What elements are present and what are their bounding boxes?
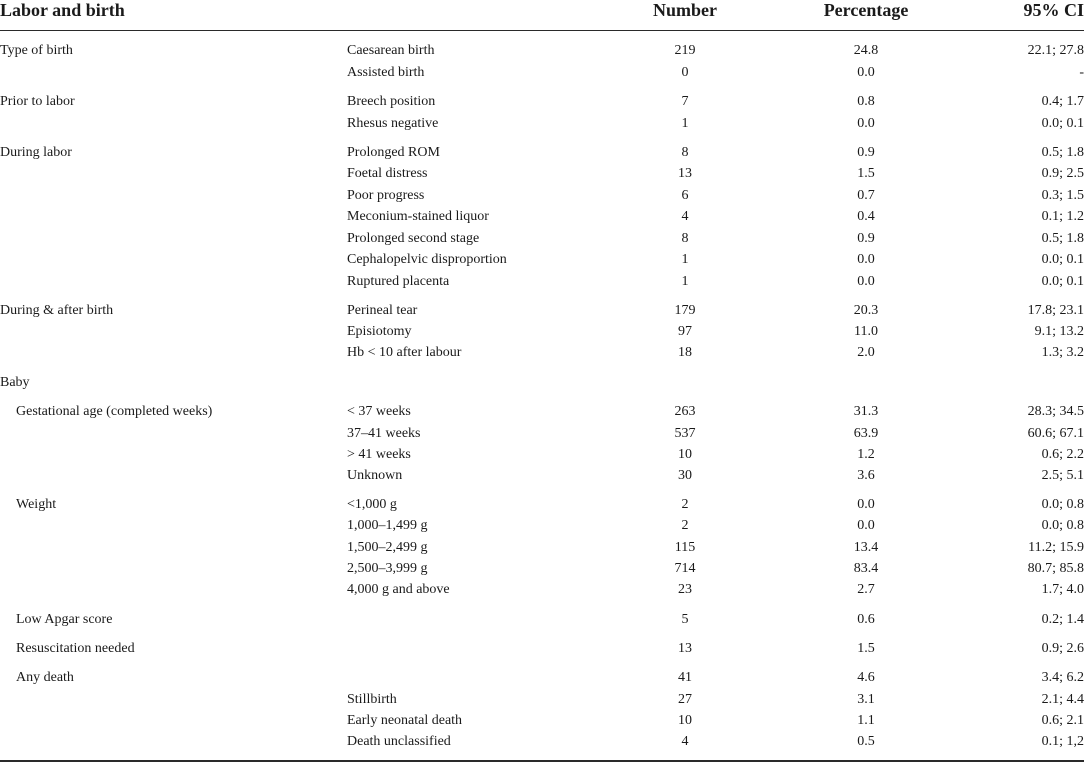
row-subcategory: Prolonged ROM — [347, 145, 440, 160]
table-row — [0, 732, 1084, 752]
bottom-rule — [0, 760, 1084, 762]
row-ci: 0.9; 2.6 — [1041, 641, 1084, 656]
row-percentage: 0.0 — [857, 274, 875, 289]
row-ci: 22.1; 27.8 — [1027, 43, 1084, 58]
row-category: During & after birth — [0, 303, 114, 318]
row-subcategory: Ruptured placenta — [347, 274, 450, 289]
header-percentage: Percentage — [823, 0, 909, 20]
table-row — [0, 466, 1084, 486]
table-row — [0, 559, 1084, 579]
row-subcategory: <1,000 g — [347, 497, 397, 512]
row-percentage: 0.0 — [857, 116, 875, 131]
row-ci: 0.5; 1.8 — [1041, 145, 1084, 160]
table-row — [0, 92, 1084, 112]
row-ci: 0.0; 0.1 — [1041, 274, 1084, 289]
row-number: 8 — [681, 145, 689, 160]
row-subcategory: Rhesus negative — [347, 116, 439, 131]
row-percentage: 0.0 — [857, 65, 875, 80]
row-percentage: 83.4 — [853, 561, 879, 576]
row-ci: 2.5; 5.1 — [1041, 468, 1084, 483]
row-ci: 0.0; 0.1 — [1041, 116, 1084, 131]
row-subcategory: 2,500–3,999 g — [347, 561, 428, 576]
row-ci: 2.1; 4.4 — [1041, 692, 1084, 707]
table-row — [0, 424, 1084, 444]
table-row — [0, 495, 1084, 515]
row-ci: 80.7; 85.8 — [1027, 561, 1084, 576]
row-ci: 60.6; 67.1 — [1027, 426, 1084, 441]
row-ci: 0.0; 0.8 — [1041, 497, 1084, 512]
row-subcategory: Foetal distress — [347, 166, 428, 181]
row-subcategory: Cephalopelvic disproportion — [347, 252, 507, 267]
row-category: Gestational age (completed weeks) — [16, 404, 213, 419]
row-percentage: 1.5 — [857, 166, 875, 181]
row-number: 263 — [674, 404, 696, 419]
row-ci: 0.2; 1.4 — [1041, 612, 1084, 627]
row-number: 6 — [681, 188, 689, 203]
table-row — [0, 114, 1084, 134]
row-number: 41 — [678, 670, 692, 685]
table-row — [0, 250, 1084, 270]
row-ci: 0.0; 0.1 — [1041, 252, 1084, 267]
row-ci: 0.1; 1,2 — [1041, 734, 1084, 749]
row-percentage: 1.5 — [857, 641, 875, 656]
row-subcategory: Meconium-stained liquor — [347, 209, 489, 224]
row-number: 537 — [674, 426, 696, 441]
table-row — [0, 343, 1084, 363]
row-ci: 11.2; 15.9 — [1028, 540, 1084, 555]
row-number: 10 — [678, 447, 692, 462]
row-number: 219 — [674, 43, 696, 58]
row-percentage: 0.0 — [857, 252, 875, 267]
row-number: 179 — [674, 303, 696, 318]
row-number: 2 — [681, 518, 689, 533]
table-row — [0, 639, 1084, 659]
row-ci: 28.3; 34.5 — [1027, 404, 1084, 419]
row-ci: 3.4; 6.2 — [1041, 670, 1084, 685]
row-number: 0 — [681, 65, 689, 80]
row-ci: 0.1; 1.2 — [1041, 209, 1084, 224]
row-category: Resuscitation needed — [16, 641, 135, 656]
row-ci: 0.6; 2.2 — [1041, 447, 1084, 462]
row-percentage: 0.8 — [857, 94, 875, 109]
row-number: 5 — [681, 612, 689, 627]
row-ci: - — [1079, 65, 1084, 80]
table-row — [0, 516, 1084, 536]
row-subcategory: 1,500–2,499 g — [347, 540, 428, 555]
row-percentage: 2.0 — [857, 345, 875, 360]
row-ci: 1.3; 3.2 — [1041, 345, 1084, 360]
row-subcategory: 1,000–1,499 g — [347, 518, 428, 533]
header-label: Labor and birth — [0, 0, 125, 20]
row-subcategory: Breech position — [347, 94, 436, 109]
row-category: Any death — [16, 670, 74, 685]
row-percentage: 0.4 — [857, 209, 875, 224]
row-subcategory: 4,000 g and above — [347, 582, 450, 597]
table-row — [0, 186, 1084, 206]
row-category: Low Apgar score — [16, 612, 113, 627]
row-subcategory: Hb < 10 after labour — [347, 345, 462, 360]
row-ci: 0.5; 1.8 — [1041, 231, 1084, 246]
row-subcategory: 37–41 weeks — [347, 426, 421, 441]
row-ci: 17.8; 23.1 — [1027, 303, 1084, 318]
row-percentage: 0.0 — [857, 518, 875, 533]
row-number: 23 — [678, 582, 692, 597]
row-category: During labor — [0, 145, 72, 160]
table-row — [0, 580, 1084, 600]
row-ci: 0.3; 1.5 — [1041, 188, 1084, 203]
row-number: 18 — [678, 345, 692, 360]
table-row — [0, 610, 1084, 630]
table-row — [0, 41, 1084, 61]
row-number: 4 — [681, 209, 689, 224]
row-number: 27 — [678, 692, 692, 707]
row-number: 1 — [681, 252, 689, 267]
table-row — [0, 322, 1084, 342]
row-subcategory: Poor progress — [347, 188, 425, 203]
row-percentage: 4.6 — [857, 670, 875, 685]
row-subcategory: Prolonged second stage — [347, 231, 480, 246]
row-ci: 0.0; 0.8 — [1041, 518, 1084, 533]
row-ci: 9.1; 13.2 — [1034, 324, 1084, 339]
row-category: Weight — [16, 497, 57, 512]
row-category: Baby — [0, 375, 30, 390]
row-subcategory: < 37 weeks — [347, 404, 411, 419]
row-number: 1 — [681, 274, 689, 289]
table-row — [0, 690, 1084, 710]
table-row — [0, 538, 1084, 558]
table-row — [0, 207, 1084, 227]
row-ci: 0.6; 2.1 — [1041, 713, 1084, 728]
row-subcategory: Stillbirth — [347, 692, 397, 707]
row-number: 30 — [678, 468, 692, 483]
row-percentage: 2.7 — [857, 582, 875, 597]
row-percentage: 13.4 — [853, 540, 879, 555]
table-row — [0, 711, 1084, 731]
header-ci: 95% CI — [1023, 0, 1084, 20]
row-percentage: 63.9 — [853, 426, 879, 441]
row-number: 13 — [678, 166, 692, 181]
row-subcategory: Death unclassified — [347, 734, 451, 749]
row-number: 97 — [678, 324, 692, 339]
row-percentage: 0.9 — [857, 231, 875, 246]
row-percentage: 20.3 — [853, 303, 879, 318]
row-percentage: 11.0 — [854, 324, 878, 339]
table-row — [0, 143, 1084, 163]
table-row — [0, 301, 1084, 321]
row-subcategory: Assisted birth — [347, 65, 425, 80]
row-percentage: 1.2 — [857, 447, 875, 462]
row-percentage: 0.6 — [857, 612, 875, 627]
row-number: 115 — [674, 540, 696, 555]
row-subcategory: Early neonatal death — [347, 713, 463, 728]
table-row — [0, 402, 1084, 422]
row-percentage: 0.5 — [857, 734, 875, 749]
table-row — [0, 668, 1084, 688]
table-row — [0, 445, 1084, 465]
row-subcategory: Perineal tear — [347, 303, 418, 318]
row-number: 8 — [681, 231, 689, 246]
row-subcategory: Caesarean birth — [347, 43, 435, 58]
row-ci: 1.7; 4.0 — [1041, 582, 1084, 597]
row-number: 1 — [681, 116, 689, 131]
row-number: 10 — [678, 713, 692, 728]
row-number: 714 — [674, 561, 696, 576]
row-number: 4 — [681, 734, 689, 749]
row-ci: 0.4; 1.7 — [1041, 94, 1084, 109]
row-percentage: 3.6 — [857, 468, 875, 483]
row-ci: 0.9; 2.5 — [1041, 166, 1084, 181]
table-row — [0, 272, 1084, 292]
row-category: Prior to labor — [0, 94, 75, 109]
header-rule — [0, 30, 1084, 31]
row-percentage: 0.0 — [857, 497, 875, 512]
row-subcategory: Unknown — [347, 468, 403, 483]
row-percentage: 31.3 — [853, 404, 879, 419]
row-percentage: 24.8 — [853, 43, 879, 58]
row-percentage: 3.1 — [857, 692, 875, 707]
row-subcategory: Episiotomy — [347, 324, 412, 339]
table-row — [0, 373, 1084, 393]
row-percentage: 1.1 — [857, 713, 875, 728]
table-row — [0, 164, 1084, 184]
table-row — [0, 63, 1084, 83]
row-percentage: 0.7 — [857, 188, 875, 203]
row-number: 2 — [681, 497, 689, 512]
row-number: 7 — [681, 94, 689, 109]
table-row — [0, 229, 1084, 249]
row-number: 13 — [678, 641, 692, 656]
row-percentage: 0.9 — [857, 145, 875, 160]
row-category: Type of birth — [0, 43, 73, 58]
header-number: Number — [653, 0, 717, 20]
row-subcategory: > 41 weeks — [347, 447, 411, 462]
table-header — [0, 0, 1084, 30]
